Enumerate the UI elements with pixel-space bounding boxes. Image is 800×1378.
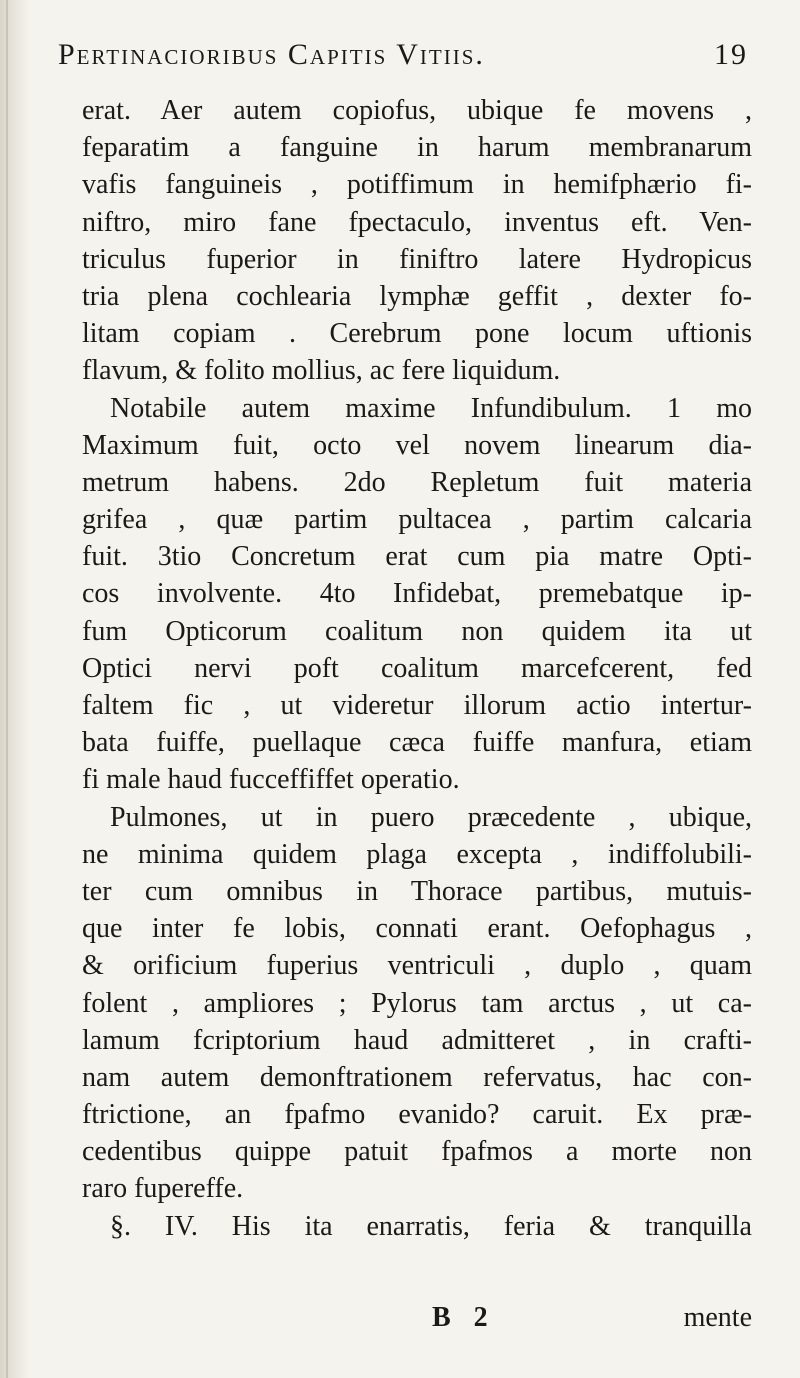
text-line: faltem fic , ut videretur illorum actio intertur- — [82, 690, 752, 721]
text-line: que inter fe lobis, connati erant. Oefophagus , — [82, 913, 752, 945]
paragraph-start-line: Notabile autem maxime Infundibulum. 1 mo — [110, 392, 752, 424]
page-edge-shadow — [0, 0, 30, 1378]
page-number: 19 — [714, 38, 748, 71]
text-line: Maximum fuit, octo vel novem linearum dia- — [82, 429, 752, 461]
text-line: fuit. 3tio Concretum erat cum pia matre Opti- — [82, 541, 752, 573]
text-line: fi male haud fucceffiffet operatio. — [82, 764, 460, 796]
text-line: Optici nervi poft coalitum marcefcerent, fed — [82, 652, 752, 684]
page-gutter-line — [6, 0, 8, 1378]
text-line: flavum, & folito mollius, ac fere liquidum. — [82, 355, 561, 387]
text-line: tria plena cochlearia lymphæ geffit , dexter fo- — [82, 280, 752, 312]
text-line: metrum habens. 2do Repletum fuit materia — [82, 466, 752, 498]
text-line: raro fupereffe. — [82, 1173, 244, 1205]
text-line: cedentibus quippe patuit fpafmos a morte non — [82, 1136, 752, 1168]
text-line: folent , ampliores ; Pylorus tam arctus , ut ca- — [82, 987, 752, 1019]
running-head — [58, 38, 748, 84]
text-line: lamum fcriptorium haud admitteret , in crafti- — [82, 1024, 752, 1056]
text-line: feparatim a fanguine in harum membranarum — [82, 132, 752, 164]
text-line: triculus fuperior in finiftro latere Hydropicus — [82, 243, 752, 275]
body-text — [82, 92, 752, 1245]
text-line: & orificium fuperius ventriculi , duplo , quam — [82, 950, 752, 982]
text-line: fum Opticorum coalitum non quidem ita ut — [82, 615, 752, 647]
text-line: ftrictione, an fpafmo evanido? caruit. Ex præ- — [82, 1099, 752, 1131]
text-line: nam autem demonftrationem refervatus, hac con- — [82, 1061, 752, 1093]
text-line: cos involvente. 4to Infidebat, premebatque ip- — [82, 578, 752, 610]
text-line: vafis fanguineis , potiffimum in hemifphærio fi- — [82, 169, 752, 201]
signature-mark: B 2 — [432, 1302, 496, 1333]
text-line: niftro, miro fane fpectaculo, inventus eft. Ven- — [82, 206, 752, 238]
footer-catchline — [82, 1302, 752, 1342]
paragraph-start-line: Pulmones, ut in puero præcedente , ubique, — [110, 801, 752, 833]
text-line: grifea , quæ partim pultacea , partim calcaria — [82, 504, 752, 536]
text-line: ne minima quidem plaga excepta , indiffolubili- — [82, 838, 752, 870]
section-heading-line: §. IV. His ita enarratis, feria & tranquilla — [110, 1210, 752, 1242]
text-line: litam copiam . Cerebrum pone locum uftionis — [82, 318, 752, 350]
text-line: erat. Aer autem copiofus, ubique fe movens , — [82, 95, 752, 126]
text-line: bata fuiffe, puellaque cæca fuiffe manfura, etiam — [82, 727, 752, 759]
running-head-title: Pertinacioribus Capitis Vitiis. — [58, 38, 485, 71]
text-line: ter cum omnibus in Thorace partibus, mutuis- — [82, 875, 752, 907]
catchword: mente — [683, 1302, 752, 1333]
